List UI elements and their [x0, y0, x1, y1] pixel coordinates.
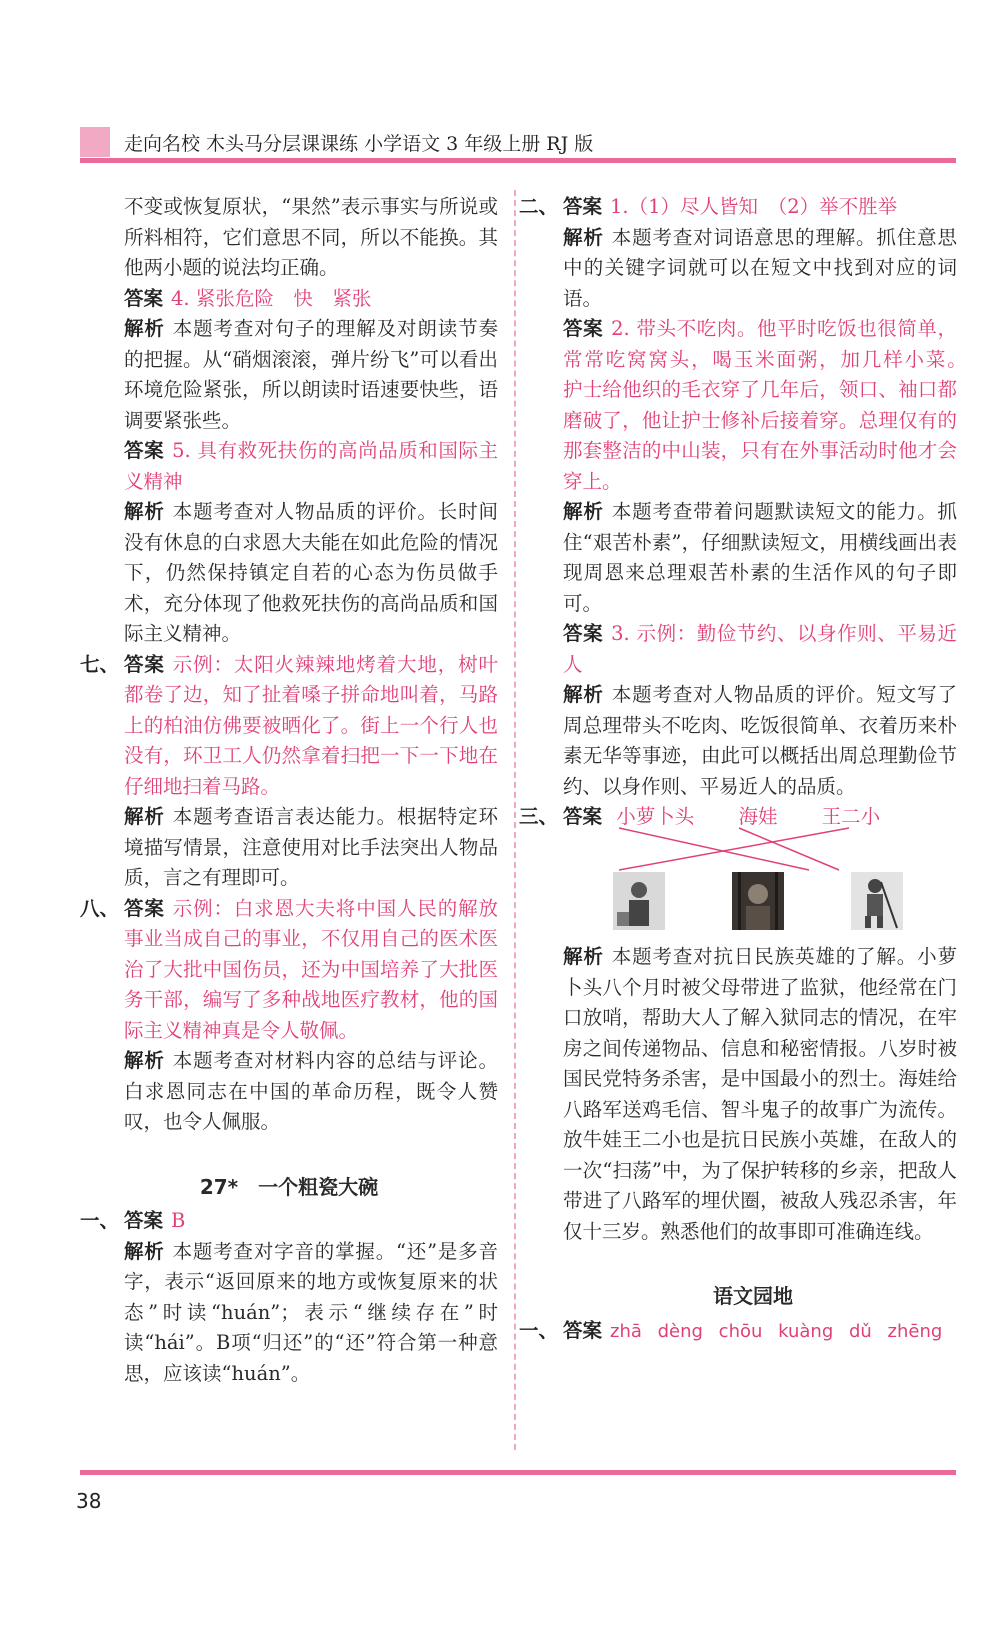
header-rule: [80, 158, 956, 163]
hero-photos: [549, 872, 957, 936]
question-3-analysis: 解析 本题考查对抗日民族英雄的了解。小萝卜头八个月时被父母带进了监狱，他经常在门口放哨，帮助大人了解入狱同志的情况，在牢房之间传递物品、信息和秘密情报。八岁时被国民党特务杀害，是中国最小的烈士。海娃给八路军送鸡毛信、智斗鬼子的故事广为流传。放牛娃王二小也是抗日民族小英雄，在敌人的一次“扫荡”中，为了保护转移的乡亲，把敌人带进了八路军的埋伏圈，被敌人残忍杀害，年仅十三岁。熟悉他们的故事即可准确连线。: [563, 945, 957, 1243]
match-name-3: 王二小: [821, 805, 881, 828]
match-line-1: [619, 828, 809, 870]
photo-hero-2: [732, 872, 784, 930]
photo-hero-3: [851, 872, 903, 930]
answer-3: 答案 3. 示例：勤俭节约、以身作则、平易近人: [563, 622, 957, 676]
header-color-block: [80, 127, 110, 157]
analysis-5: 解析 本题考查对人物品质的评价。长时间没有休息的白求恩大夫能在如此危险的情况下，仍然保持镇定自若的心态为伤员做手术，充分体现了他救死扶伤的高尚品质和国际主义精神。: [124, 500, 498, 645]
page-number: 38: [76, 1489, 102, 1513]
header-title: 走向名校 木头马分层课课练 小学语文 3 年级上册 RJ 版: [124, 133, 594, 155]
match-name-1: 小萝卜头: [616, 805, 695, 828]
continued-paragraph: 不变或恢复原状，“果然”表示事实与所说或所料相符，它们意思不同，所以不能换。其他两小题的说法均正确。: [124, 195, 498, 279]
lesson-title: 27* 一个粗瓷大碗: [199, 1174, 379, 1199]
question-7-analysis: 解析 本题考查语言表达能力。根据特定环境描写情景，注意使用对比手法突出人物品质，言之有理即可。: [124, 805, 498, 889]
right-column: [519, 192, 977, 1347]
question-8-answer: 八、 答案 示例：白求恩大夫将中国人民的解放事业当成自己的事业，不仅用自己的医术医治了大批中国伤员，还为中国培养了大批医务干部，编写了多种战地医疗教材，他的国际主义精神真是令人敬佩。: [80, 896, 498, 1042]
lesson-question-1-answer: 一、 答案 B: [80, 1209, 186, 1232]
analysis-4: 解析 本题考查对句子的理解及对朗读节奏的把握。从“硝烟滚滚，弹片纷飞”可以看出环境危险紧张，所以朗读时语速要快些，语调要紧张些。: [124, 317, 498, 432]
question-7-answer: 七、 答案 示例：太阳火辣辣地烤着大地，树叶都卷了边，知了扯着嗓子拼命地叫着，马路上的柏油仿佛要被晒化了。街上一个行人也没有，环卫工人仍然拿着扫把一下一下地在仔细地扫着马路。: [80, 652, 498, 798]
column-divider: [514, 190, 516, 1450]
answer-2: 答案 2. 带头不吃肉。他平时吃饭也很简单，常常吃窝窝头，喝玉米面粥，加几样小菜。 护士给他织的毛衣穿了几年后，领口、袖口都磨破了，他让护士修补后接着穿。总理仅有的那套整洁的中山装，只有在外事活动时他才会穿上。: [563, 317, 977, 493]
question-8-analysis: 解析 本题考查对材料内容的总结与评论。白求恩同志在中国的革命历程，既令人赞叹，也令人佩服。: [124, 1049, 498, 1133]
footer-rule: [80, 1470, 956, 1475]
match-line-3: [619, 828, 849, 870]
lesson-question-1-analysis: 解析 本题考查对字音的掌握。“还”是多音字，表示“返回原来的地方或恢复原来的状态”时读“huán”；表示“继续存在”时读“hái”。B项“归还”的“还”符合第一种意思，应该读“huán”。: [124, 1239, 498, 1385]
answer-5: 答案 5. 具有救死扶伤的高尚品质和国际主义精神: [124, 439, 498, 493]
matching-lines: [579, 826, 899, 872]
analysis-3: 解析 本题考查对人物品质的评价。短文写了周总理带头不吃肉、吃饭很简单、衣着历来朴素无华等事迹，由此可以概括出周总理勤俭节约、以身作则、平易近人的品质。: [563, 683, 957, 798]
answer-4: 答案 4. 紧张危险 快 紧张: [124, 286, 372, 310]
section-title-garden: 语文园地: [713, 1284, 793, 1308]
matching-answer: 三、 答案 小萝卜头 海娃 王二小: [519, 802, 957, 872]
left-column: [80, 192, 498, 1389]
photo-hero-1: [613, 872, 665, 930]
question-2-analysis: 解析 本题考查对词语意思的理解。抓住意思中的关键字词就可以在短文中找到对应的词语。: [563, 225, 957, 310]
question-2-answer: 二、 答案 1.（1）尽人皆知 （2）举不胜举: [519, 195, 898, 218]
match-line-2: [739, 828, 839, 870]
analysis-2: 解析 本题考查带着问题默读短文的能力。抓住“艰苦朴素”，仔细默读短文，用横线画出表现周恩来总理艰苦朴素的生活作风的句子即可。: [563, 500, 957, 615]
match-name-2: 海娃: [738, 805, 778, 828]
garden-question-1-answer: 一、 答案 zhā dèng chōu kuàng dǔ zhēng: [519, 1318, 943, 1342]
